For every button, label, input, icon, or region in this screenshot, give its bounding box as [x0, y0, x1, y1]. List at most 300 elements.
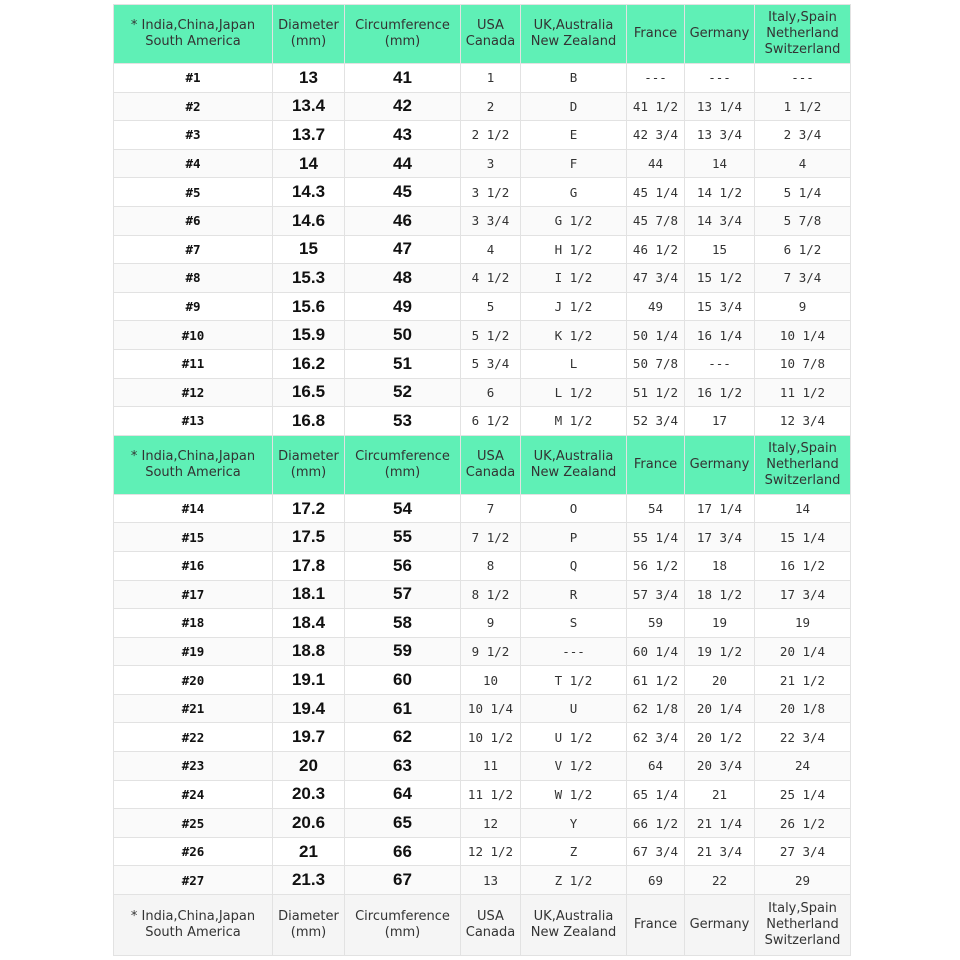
- circumference-cell: 49: [345, 292, 461, 321]
- france-size-cell: 60 1/4: [627, 637, 685, 666]
- header-italy-spain-nl-ch: [755, 435, 851, 494]
- uk-size-cell: D: [521, 92, 627, 121]
- italy-size-cell: 4: [755, 149, 851, 178]
- usa-size-cell: 3 1/2: [461, 178, 521, 207]
- uk-size-cell: J 1/2: [521, 292, 627, 321]
- header-text: New Zealand: [530, 34, 617, 49]
- header-text: UK,Australia: [533, 448, 614, 464]
- header-text: Diameter: [278, 18, 339, 33]
- uk-size-cell: L: [521, 349, 627, 378]
- france-size-cell: 45 1/4: [627, 178, 685, 207]
- diameter-cell: 15: [273, 235, 345, 264]
- diameter-cell: 19.7: [273, 723, 345, 752]
- uk-size-cell: ---: [521, 637, 627, 666]
- france-size-cell: 61 1/2: [627, 666, 685, 695]
- italy-size-cell: 15 1/4: [755, 523, 851, 552]
- header-row: [114, 895, 851, 956]
- table-body: [114, 5, 851, 956]
- size-cell: #5: [114, 178, 273, 207]
- diameter-cell: 13.7: [273, 121, 345, 150]
- circumference-cell: 56: [345, 551, 461, 580]
- size-cell: #3: [114, 121, 273, 150]
- header-text: France: [633, 917, 678, 933]
- size-cell: #27: [114, 866, 273, 895]
- usa-size-cell: 5 1/2: [461, 321, 521, 350]
- header-circumference: [345, 895, 461, 956]
- header-text: Switzerland: [764, 472, 841, 488]
- france-size-cell: 54: [627, 494, 685, 523]
- usa-size-cell: 9: [461, 609, 521, 638]
- uk-size-cell: R: [521, 580, 627, 609]
- size-cell: #22: [114, 723, 273, 752]
- diameter-cell: 15.3: [273, 264, 345, 293]
- table-row: [114, 206, 851, 235]
- italy-size-cell: 16 1/2: [755, 551, 851, 580]
- header-text: France: [633, 26, 678, 41]
- size-cell: #6: [114, 206, 273, 235]
- header-germany: [685, 5, 755, 64]
- germany-size-cell: 18: [685, 551, 755, 580]
- germany-size-cell: 17: [685, 407, 755, 436]
- france-size-cell: 51 1/2: [627, 378, 685, 407]
- header-text: South America: [145, 34, 241, 49]
- circumference-cell: 53: [345, 407, 461, 436]
- header-text: USA: [477, 448, 504, 464]
- circumference-cell: 67: [345, 866, 461, 895]
- italy-size-cell: 6 1/2: [755, 235, 851, 264]
- circumference-cell: 46: [345, 206, 461, 235]
- uk-size-cell: Y: [521, 809, 627, 838]
- circumference-cell: 47: [345, 235, 461, 264]
- usa-size-cell: 4: [461, 235, 521, 264]
- table-row: [114, 149, 851, 178]
- table-row: [114, 292, 851, 321]
- uk-size-cell: K 1/2: [521, 321, 627, 350]
- diameter-cell: 18.8: [273, 637, 345, 666]
- header-text: New Zealand: [530, 464, 617, 480]
- uk-size-cell: L 1/2: [521, 378, 627, 407]
- usa-size-cell: 10 1/4: [461, 694, 521, 723]
- france-size-cell: 44: [627, 149, 685, 178]
- diameter-cell: 21.3: [273, 866, 345, 895]
- header-diameter: [273, 5, 345, 64]
- uk-size-cell: B: [521, 64, 627, 93]
- usa-size-cell: 7 1/2: [461, 523, 521, 552]
- size-cell: #1: [114, 64, 273, 93]
- usa-size-cell: 12 1/2: [461, 837, 521, 866]
- table-row: [114, 92, 851, 121]
- table-row: [114, 235, 851, 264]
- usa-size-cell: 3 3/4: [461, 206, 521, 235]
- table-row: [114, 723, 851, 752]
- germany-size-cell: 17 3/4: [685, 523, 755, 552]
- france-size-cell: 50 1/4: [627, 321, 685, 350]
- usa-size-cell: 11 1/2: [461, 780, 521, 809]
- table-row: [114, 609, 851, 638]
- france-size-cell: 62 1/8: [627, 694, 685, 723]
- germany-size-cell: 16 1/2: [685, 378, 755, 407]
- germany-size-cell: 20 1/4: [685, 694, 755, 723]
- header-text: USA: [477, 909, 504, 925]
- germany-size-cell: 21 3/4: [685, 837, 755, 866]
- header-text: Canada: [465, 925, 516, 941]
- france-size-cell: 62 3/4: [627, 723, 685, 752]
- circumference-cell: 41: [345, 64, 461, 93]
- italy-size-cell: 17 3/4: [755, 580, 851, 609]
- header-text: (mm): [290, 464, 327, 480]
- header-italy-spain-nl-ch: [755, 5, 851, 64]
- diameter-cell: 14.3: [273, 178, 345, 207]
- diameter-cell: 21: [273, 837, 345, 866]
- diameter-cell: 14.6: [273, 206, 345, 235]
- size-cell: #17: [114, 580, 273, 609]
- diameter-cell: 17.5: [273, 523, 345, 552]
- size-cell: #11: [114, 349, 273, 378]
- header-circumference: [345, 435, 461, 494]
- circumference-cell: 64: [345, 780, 461, 809]
- circumference-cell: 66: [345, 837, 461, 866]
- size-cell: #13: [114, 407, 273, 436]
- header-diameter: [273, 435, 345, 494]
- circumference-cell: 58: [345, 609, 461, 638]
- header-text: USA: [477, 18, 504, 33]
- header-uk-australia-nz: [521, 435, 627, 494]
- germany-size-cell: 14: [685, 149, 755, 178]
- circumference-cell: 44: [345, 149, 461, 178]
- header-text: Canada: [465, 34, 516, 49]
- germany-size-cell: 22: [685, 866, 755, 895]
- italy-size-cell: 19: [755, 609, 851, 638]
- header-text: Netherland: [766, 917, 839, 933]
- table-row: [114, 64, 851, 93]
- uk-size-cell: T 1/2: [521, 666, 627, 695]
- header-text: (mm): [384, 464, 421, 480]
- italy-size-cell: 5 7/8: [755, 206, 851, 235]
- usa-size-cell: 8 1/2: [461, 580, 521, 609]
- usa-size-cell: 9 1/2: [461, 637, 521, 666]
- uk-size-cell: Q: [521, 551, 627, 580]
- france-size-cell: 65 1/4: [627, 780, 685, 809]
- header-text: (mm): [290, 925, 327, 941]
- circumference-cell: 65: [345, 809, 461, 838]
- circumference-cell: 55: [345, 523, 461, 552]
- header-text: Germany: [689, 26, 750, 41]
- germany-size-cell: 15: [685, 235, 755, 264]
- header-text: Italy,Spain: [768, 10, 837, 25]
- italy-size-cell: 25 1/4: [755, 780, 851, 809]
- size-cell: #7: [114, 235, 273, 264]
- usa-size-cell: 12: [461, 809, 521, 838]
- diameter-cell: 20.6: [273, 809, 345, 838]
- header-row: [114, 435, 851, 494]
- italy-size-cell: 20 1/4: [755, 637, 851, 666]
- circumference-cell: 59: [345, 637, 461, 666]
- table-row: [114, 407, 851, 436]
- germany-size-cell: 20: [685, 666, 755, 695]
- diameter-cell: 15.9: [273, 321, 345, 350]
- germany-size-cell: 17 1/4: [685, 494, 755, 523]
- diameter-cell: 20: [273, 752, 345, 781]
- header-text: Canada: [465, 464, 516, 480]
- table-row: [114, 837, 851, 866]
- header-text: Diameter: [278, 448, 339, 464]
- circumference-cell: 60: [345, 666, 461, 695]
- france-size-cell: ---: [627, 64, 685, 93]
- germany-size-cell: 14 3/4: [685, 206, 755, 235]
- france-size-cell: 64: [627, 752, 685, 781]
- header-text: Italy,Spain: [768, 901, 837, 917]
- uk-size-cell: U: [521, 694, 627, 723]
- germany-size-cell: 21: [685, 780, 755, 809]
- france-size-cell: 50 7/8: [627, 349, 685, 378]
- france-size-cell: 59: [627, 609, 685, 638]
- france-size-cell: 41 1/2: [627, 92, 685, 121]
- germany-size-cell: ---: [685, 349, 755, 378]
- header-text: Switzerland: [764, 933, 841, 949]
- header-usa-canada: [461, 435, 521, 494]
- header-text: France: [633, 456, 678, 472]
- usa-size-cell: 8: [461, 551, 521, 580]
- italy-size-cell: 5 1/4: [755, 178, 851, 207]
- table-row: [114, 121, 851, 150]
- header-text: Germany: [689, 917, 750, 933]
- size-cell: #25: [114, 809, 273, 838]
- header-text: Circumference: [355, 448, 450, 464]
- circumference-cell: 57: [345, 580, 461, 609]
- table-row: [114, 523, 851, 552]
- header-region: [114, 435, 273, 494]
- france-size-cell: 52 3/4: [627, 407, 685, 436]
- uk-size-cell: Z 1/2: [521, 866, 627, 895]
- header-text: * India,China,Japan: [130, 18, 256, 33]
- uk-size-cell: M 1/2: [521, 407, 627, 436]
- usa-size-cell: 6 1/2: [461, 407, 521, 436]
- uk-size-cell: Z: [521, 837, 627, 866]
- size-cell: #2: [114, 92, 273, 121]
- usa-size-cell: 7: [461, 494, 521, 523]
- table-row: [114, 580, 851, 609]
- header-text: South America: [145, 925, 241, 941]
- table-row: [114, 752, 851, 781]
- germany-size-cell: 15 1/2: [685, 264, 755, 293]
- usa-size-cell: 10 1/2: [461, 723, 521, 752]
- table-row: [114, 321, 851, 350]
- uk-size-cell: G: [521, 178, 627, 207]
- france-size-cell: 66 1/2: [627, 809, 685, 838]
- header-germany: [685, 435, 755, 494]
- size-cell: #23: [114, 752, 273, 781]
- header-text: (mm): [290, 34, 327, 49]
- header-uk-australia-nz: [521, 895, 627, 956]
- circumference-cell: 43: [345, 121, 461, 150]
- italy-size-cell: 21 1/2: [755, 666, 851, 695]
- table-row: [114, 866, 851, 895]
- italy-size-cell: 7 3/4: [755, 264, 851, 293]
- diameter-cell: 17.2: [273, 494, 345, 523]
- size-cell: #20: [114, 666, 273, 695]
- size-cell: #15: [114, 523, 273, 552]
- size-cell: #4: [114, 149, 273, 178]
- size-cell: #24: [114, 780, 273, 809]
- italy-size-cell: 14: [755, 494, 851, 523]
- circumference-cell: 52: [345, 378, 461, 407]
- header-text: * India,China,Japan: [130, 448, 256, 464]
- germany-size-cell: 13 1/4: [685, 92, 755, 121]
- uk-size-cell: U 1/2: [521, 723, 627, 752]
- usa-size-cell: 4 1/2: [461, 264, 521, 293]
- header-text: UK,Australia: [533, 18, 614, 33]
- header-text: Circumference: [355, 18, 450, 33]
- usa-size-cell: 1: [461, 64, 521, 93]
- italy-size-cell: 20 1/8: [755, 694, 851, 723]
- uk-size-cell: G 1/2: [521, 206, 627, 235]
- usa-size-cell: 5 3/4: [461, 349, 521, 378]
- uk-size-cell: W 1/2: [521, 780, 627, 809]
- table-row: [114, 264, 851, 293]
- diameter-cell: 18.4: [273, 609, 345, 638]
- diameter-cell: 13: [273, 64, 345, 93]
- size-cell: #18: [114, 609, 273, 638]
- header-usa-canada: [461, 5, 521, 64]
- size-cell: #19: [114, 637, 273, 666]
- uk-size-cell: O: [521, 494, 627, 523]
- table-row: [114, 809, 851, 838]
- size-cell: #8: [114, 264, 273, 293]
- header-germany: [685, 895, 755, 956]
- header-diameter: [273, 895, 345, 956]
- germany-size-cell: 16 1/4: [685, 321, 755, 350]
- diameter-cell: 19.1: [273, 666, 345, 695]
- germany-size-cell: 21 1/4: [685, 809, 755, 838]
- usa-size-cell: 11: [461, 752, 521, 781]
- table-row: [114, 349, 851, 378]
- uk-size-cell: E: [521, 121, 627, 150]
- usa-size-cell: 5: [461, 292, 521, 321]
- diameter-cell: 16.5: [273, 378, 345, 407]
- usa-size-cell: 2: [461, 92, 521, 121]
- usa-size-cell: 13: [461, 866, 521, 895]
- header-text: Diameter: [278, 909, 339, 925]
- uk-size-cell: F: [521, 149, 627, 178]
- germany-size-cell: 14 1/2: [685, 178, 755, 207]
- table-row: [114, 780, 851, 809]
- diameter-cell: 14: [273, 149, 345, 178]
- size-cell: #16: [114, 551, 273, 580]
- header-text: (mm): [384, 925, 421, 941]
- germany-size-cell: 18 1/2: [685, 580, 755, 609]
- germany-size-cell: 19: [685, 609, 755, 638]
- size-cell: #14: [114, 494, 273, 523]
- header-text: (mm): [384, 34, 421, 49]
- header-row: [114, 5, 851, 64]
- circumference-cell: 63: [345, 752, 461, 781]
- header-text: Italy,Spain: [768, 440, 837, 456]
- table-row: [114, 637, 851, 666]
- italy-size-cell: 11 1/2: [755, 378, 851, 407]
- germany-size-cell: ---: [685, 64, 755, 93]
- circumference-cell: 61: [345, 694, 461, 723]
- ring-size-table: [113, 4, 851, 956]
- germany-size-cell: 20 1/2: [685, 723, 755, 752]
- header-text: New Zealand: [530, 925, 617, 941]
- circumference-cell: 62: [345, 723, 461, 752]
- france-size-cell: 47 3/4: [627, 264, 685, 293]
- usa-size-cell: 6: [461, 378, 521, 407]
- circumference-cell: 42: [345, 92, 461, 121]
- diameter-cell: 16.8: [273, 407, 345, 436]
- usa-size-cell: 2 1/2: [461, 121, 521, 150]
- france-size-cell: 57 3/4: [627, 580, 685, 609]
- header-text: Netherland: [766, 456, 839, 472]
- header-text: Switzerland: [764, 42, 841, 57]
- france-size-cell: 42 3/4: [627, 121, 685, 150]
- germany-size-cell: 19 1/2: [685, 637, 755, 666]
- table-row: [114, 694, 851, 723]
- uk-size-cell: I 1/2: [521, 264, 627, 293]
- uk-size-cell: S: [521, 609, 627, 638]
- italy-size-cell: 9: [755, 292, 851, 321]
- header-text: Netherland: [766, 26, 839, 41]
- circumference-cell: 50: [345, 321, 461, 350]
- italy-size-cell: 24: [755, 752, 851, 781]
- header-usa-canada: [461, 895, 521, 956]
- size-cell: #26: [114, 837, 273, 866]
- uk-size-cell: P: [521, 523, 627, 552]
- france-size-cell: 69: [627, 866, 685, 895]
- header-text: Circumference: [355, 909, 450, 925]
- italy-size-cell: 10 7/8: [755, 349, 851, 378]
- italy-size-cell: ---: [755, 64, 851, 93]
- diameter-cell: 13.4: [273, 92, 345, 121]
- france-size-cell: 46 1/2: [627, 235, 685, 264]
- header-circumference: [345, 5, 461, 64]
- italy-size-cell: 27 3/4: [755, 837, 851, 866]
- france-size-cell: 49: [627, 292, 685, 321]
- diameter-cell: 19.4: [273, 694, 345, 723]
- header-italy-spain-nl-ch: [755, 895, 851, 956]
- germany-size-cell: 13 3/4: [685, 121, 755, 150]
- italy-size-cell: 10 1/4: [755, 321, 851, 350]
- header-region: [114, 895, 273, 956]
- table-row: [114, 494, 851, 523]
- table-row: [114, 551, 851, 580]
- germany-size-cell: 20 3/4: [685, 752, 755, 781]
- diameter-cell: 15.6: [273, 292, 345, 321]
- usa-size-cell: 10: [461, 666, 521, 695]
- size-cell: #9: [114, 292, 273, 321]
- usa-size-cell: 3: [461, 149, 521, 178]
- uk-size-cell: H 1/2: [521, 235, 627, 264]
- france-size-cell: 45 7/8: [627, 206, 685, 235]
- header-france: [627, 5, 685, 64]
- table-row: [114, 178, 851, 207]
- italy-size-cell: 2 3/4: [755, 121, 851, 150]
- size-cell: #21: [114, 694, 273, 723]
- uk-size-cell: V 1/2: [521, 752, 627, 781]
- diameter-cell: 16.2: [273, 349, 345, 378]
- table-row: [114, 666, 851, 695]
- italy-size-cell: 26 1/2: [755, 809, 851, 838]
- circumference-cell: 51: [345, 349, 461, 378]
- header-text: UK,Australia: [533, 909, 614, 925]
- circumference-cell: 54: [345, 494, 461, 523]
- france-size-cell: 67 3/4: [627, 837, 685, 866]
- header-region: [114, 5, 273, 64]
- circumference-cell: 48: [345, 264, 461, 293]
- italy-size-cell: 12 3/4: [755, 407, 851, 436]
- table-row: [114, 378, 851, 407]
- france-size-cell: 55 1/4: [627, 523, 685, 552]
